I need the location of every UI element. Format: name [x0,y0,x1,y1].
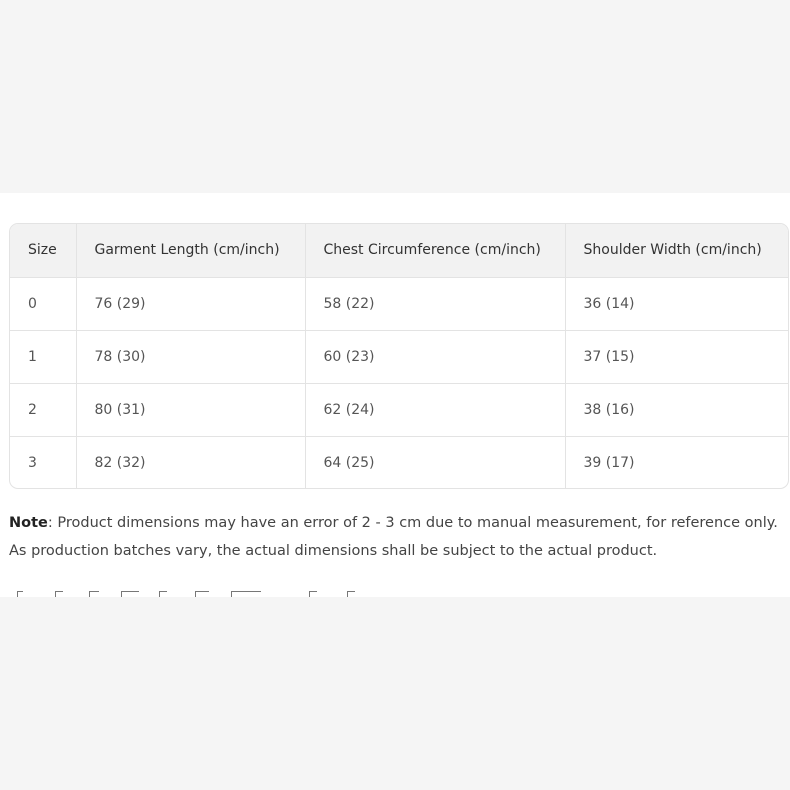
header-size: Size [10,224,76,277]
measurement-note [9,509,781,565]
cell-chest: 64 (25) [305,436,565,489]
clipped-text-fragment [9,589,409,597]
cell-chest: 60 (23) [305,330,565,383]
note-label: Note [9,515,48,531]
cell-shoulder: 38 (16) [565,383,788,436]
cell-size: 0 [10,277,76,330]
cell-shoulder: 36 (14) [565,277,788,330]
product-detail-panel [0,193,790,597]
size-chart-table [9,223,789,489]
cell-size: 3 [10,436,76,489]
cell-chest: 62 (24) [305,383,565,436]
cell-garment-length: 78 (30) [76,330,305,383]
cell-chest: 58 (22) [305,277,565,330]
note-text: : Product dimensions may have an error of 2 - 3 cm due to manual measurement, for reference only. As production batches vary, the actual dimensions shall be subject to the actual product. [9,515,778,559]
header-shoulder-width: Shoulder Width (cm/inch) [565,224,788,277]
cell-size: 2 [10,383,76,436]
table-row [10,277,788,330]
cell-shoulder: 39 (17) [583,454,635,471]
cell-garment-length: 76 (29) [76,277,305,330]
header-chest-circumference: Chest Circumference (cm/inch) [305,224,565,277]
cell-shoulder: 37 (15) [565,330,788,383]
cell-garment-length: 80 (31) [76,383,305,436]
table-row [10,383,788,436]
cell-size: 1 [10,330,76,383]
table-row [10,330,788,383]
table-header-row [10,224,788,277]
table-row [10,436,788,489]
size-table [10,224,788,489]
header-garment-length: Garment Length (cm/inch) [76,224,305,277]
cell-garment-length: 82 (32) [76,436,305,489]
